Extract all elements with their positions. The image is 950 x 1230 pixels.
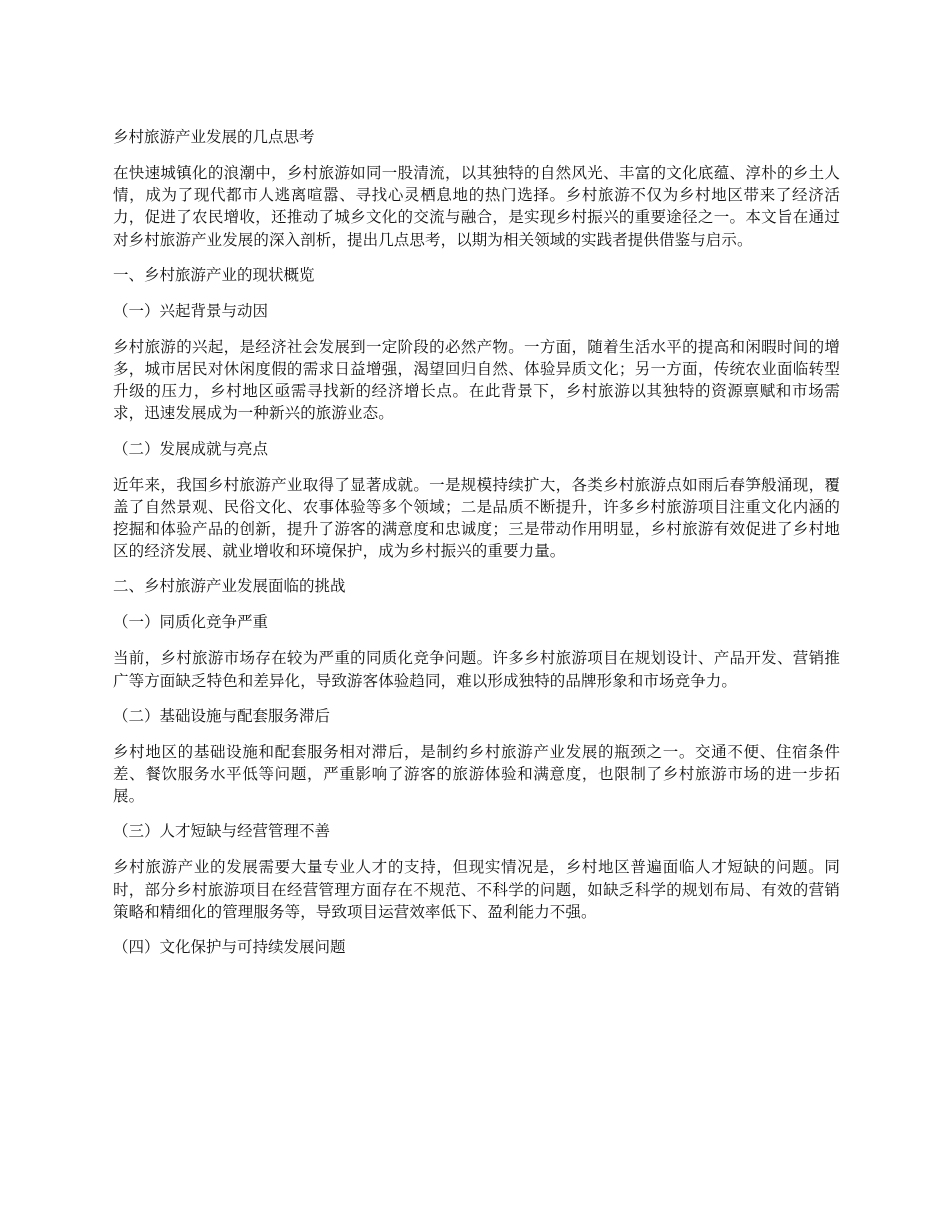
intro-paragraph: 在快速城镇化的浪潮中，乡村旅游如同一股清流，以其独特的自然风光、丰富的文化底蕴、淳朴的乡土人情，成为了现代都市人逃离喧嚣、寻找心灵栖息地的热门选择。乡村旅游不仅为乡村地区带来了经济活力，促进了农民增收，还推动了城乡文化的交流与融合，是实现乡村振兴的重要途径之一。本文旨在通过对乡村旅游产业发展的深入剖析，提出几点思考，以期为相关领域的实践者提供借鉴与启示。 [113, 164, 840, 249]
section-2-2-heading: （二）基础设施与配套服务滞后 [113, 706, 331, 725]
section-1-1-heading: （一）兴起背景与动因 [113, 301, 269, 320]
section-2-3-heading: （三）人才短缺与经营管理不善 [113, 822, 331, 841]
section-1-1-paragraph: 乡村旅游的兴起，是经济社会发展到一定阶段的必然产物。一方面，随着生活水平的提高和闲暇时间的增多，城市居民对休闲度假的需求日益增强，渴望回归自然、体验异质文化；另一方面，传统农业面临转型升级的压力，乡村地区亟需寻找新的经济增长点。在此背景下，乡村旅游以其独特的资源禀赋和市场需求，迅速发展成为一种新兴的旅游业态。 [113, 337, 840, 423]
document-page [113, 126, 840, 972]
section-2-4-heading: （四）文化保护与可持续发展问题 [113, 938, 346, 957]
section-2-3-paragraph: 乡村旅游产业的发展需要大量专业人才的支持，但现实情况是，乡村地区普遍面临人才短缺的问题。同时，部分乡村旅游项目在经营管理方面存在不规范、不科学的问题，如缺乏科学的规划布局、有效的营销策略和精细化的管理服务等，导致项目运营效率低下、盈利能力不强。 [113, 858, 840, 921]
section-2-1-paragraph: 当前，乡村旅游市场存在较为严重的同质化竞争问题。许多乡村旅游项目在规划设计、产品开发、营销推广等方面缺乏特色和差异化，导致游客体验趋同，难以形成独特的品牌形象和市场竞争力。 [113, 649, 840, 690]
section-2-2-paragraph: 乡村地区的基础设施和配套服务相对滞后，是制约乡村旅游产业发展的瓶颈之一。交通不便、住宿条件差、餐饮服务水平低等问题，严重影响了游客的旅游体验和满意度，也限制了乡村旅游市场的进一步拓展。 [113, 742, 840, 806]
section-1-2-heading: （二）发展成就与亮点 [113, 439, 269, 458]
section-2-heading: 二、乡村旅游产业发展面临的挑战 [113, 577, 346, 596]
section-1-2-paragraph: 近年来，我国乡村旅游产业取得了显著成就。一是规模持续扩大，各类乡村旅游点如雨后春笋般涌现，覆盖了自然景观、民俗文化、农事体验等多个领域；二是品质不断提升，许多乡村旅游项目注重文化内涵的挖掘和体验产品的创新，提升了游客的满意度和忠诚度；三是带动作用明显，乡村旅游有效促进了乡村地区的经济发展、就业增收和环境保护，成为乡村振兴的重要力量。 [113, 475, 840, 561]
section-1-heading: 一、乡村旅游产业的现状概览 [113, 265, 315, 284]
document-title: 乡村旅游产业发展的几点思考 [113, 128, 315, 146]
section-2-1-heading: （一）同质化竞争严重 [113, 613, 269, 632]
